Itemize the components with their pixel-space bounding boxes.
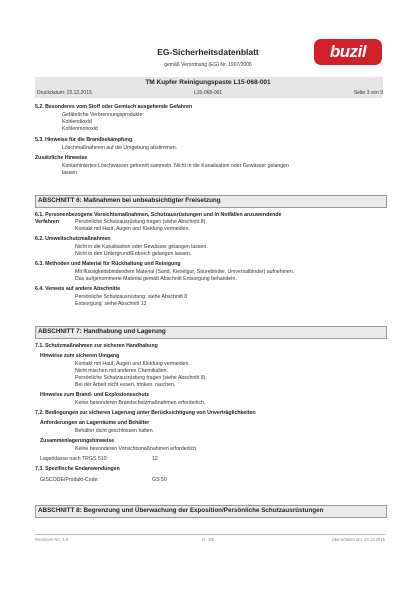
heading-7-3: 7.3. Spezifische Endanwendungen [35,466,120,472]
heading-storage-requirements: Anforderungen an Lagerräume und Behälter [40,420,150,426]
text-line: Keine besonderen Vorsichtsmaßnahmen erforderlich. [75,446,198,452]
text-line: Entsorgung: siehe Abschnitt 13 [75,301,147,307]
heading-6-1-cont: Verfahren [35,219,59,225]
heading-5-3: 5.3. Hinweise für die Brandbekämpfung [35,137,133,143]
text-line: lassen. [62,170,79,176]
text-line: Kontakt mit Haut, Augen und Kleidung vermeiden. [75,226,190,232]
text-line: Behälter dicht geschlossen halten. [75,428,155,434]
storage-class-value: 12 [152,456,158,462]
heading-6-1: 6.1. Personenbezogene Vorsichtsmaßnahmen, Schutzausrüstungen und in Notfällen anzuwendende [35,212,282,218]
heading-additional-notes: Zusätzliche Hinweise [35,155,88,161]
section-8-title: ABSCHNITT 8: Begrenzung und Überwachung der Exposition/Persönliche Schutzausrüstungen [38,507,324,514]
text-line: Das aufgenommene Material gemäß Abschnitt Entsorgung behandeln. [75,276,237,282]
heading-safe-handling: Hinweise zum sicheren Umgang [40,353,120,359]
giscode-label: GISCODE/Produkt-Code: [40,477,99,483]
product-code: L15-068-001 [193,90,223,96]
text-line: Kontaminiertes Löschwasser getrennt sammeln. Nicht in die Kanalisation oder Gewässer gelangen [62,163,289,169]
text-line: Keine besonderen Brandschutzmaßnahmen erforderlich. [75,400,206,406]
section-7-title: ABSCHNITT 7: Handhabung und Lagerung [38,328,166,335]
document-title: EG-Sicherheitsdatenblatt [157,47,259,57]
giscode-value: GS 50 [152,477,167,483]
heading-6-2: 6.2. Umweltschutzmaßnahmen [35,236,111,242]
revised-date: Überarbeitet am: 28.12.2015 [331,537,385,542]
heading-fire-protection: Hinweise zum Brand- und Explosionsschutz [40,392,149,398]
text-line: Nicht in die Kanalisation oder Gewässer gelangen lassen. [75,244,208,250]
heading-6-4: 6.4. Verweis auf andere Abschnitte [35,286,121,292]
storage-class-label: Lagerklasse nach TRGS 510: [40,456,108,462]
logo-text: buzil [329,42,367,61]
text-line: Bei der Arbeit nicht essen, trinken, rauchen. [75,382,176,388]
heading-7-1: 7.1. Schutzmaßnahmen zur sicheren Handhabung [35,343,158,349]
page-number: Seite 3 von 9 [353,90,383,96]
text-line: Persönliche Schutzausrüstung tragen (siehe Abschnitt 8). [75,375,207,381]
text-line: Mit flüssigkeitsbindendem Material (Sand, Kieselgur, Säurebinder, Universalbinder) aufnehmen. [75,269,295,275]
text-line: Löschmaßnahmen auf die Umgebung abstimmen. [62,145,178,151]
heading-5-2: 5.2. Besonderes vom Stoff oder Gemisch ausgehende Gefahren [35,104,193,110]
text-line: Nicht in den Untergrund/Erdreich gelangen lassen. [75,251,192,257]
buzil-logo [314,39,382,65]
text-line: Kohlenmonoxid [62,126,98,132]
text-line: Kohlendioxid [62,119,92,125]
text-line: Persönliche Schutzausrüstung tragen (siehe Abschnitt 8). [75,219,207,225]
footer-divider [35,534,385,535]
regulation-subtitle: gemäß Verordnung (EG) Nr. 1907/2006 [164,62,252,68]
revision-number: Revisions-Nr.: 1,0 [35,537,69,542]
footer-language: D - DE [201,537,215,542]
print-date: Druckdatum: 22.12.2015 [37,90,92,96]
heading-7-2: 7.2. Bedingungen zur sicheren Lagerung unter Berücksichtigung von Unverträglichkeiten [35,410,256,416]
text-line: Kontakt mit Haut, Augen und Kleidung vermeiden. [75,361,190,367]
heading-6-3: 6.3. Methoden und Material für Rückhaltung und Reinigung [35,261,181,267]
heading-joint-storage: Zusammenlagerungshinweise [40,438,115,444]
product-name: TM Kupfer Reinigungspaste L15-068-001 [145,79,271,86]
text-line: Persönliche Schutzausrüstung: siehe Abschnitt 8 [75,294,188,300]
text-line: Gefährliche Verbrennungsprodukte: [62,112,144,118]
text-line: Nicht mischen mit anderen Chemikalien. [75,368,168,374]
section-6-title: ABSCHNITT 6: Maßnahmen bei unbeabsichtigter Freisetzung [38,197,221,204]
